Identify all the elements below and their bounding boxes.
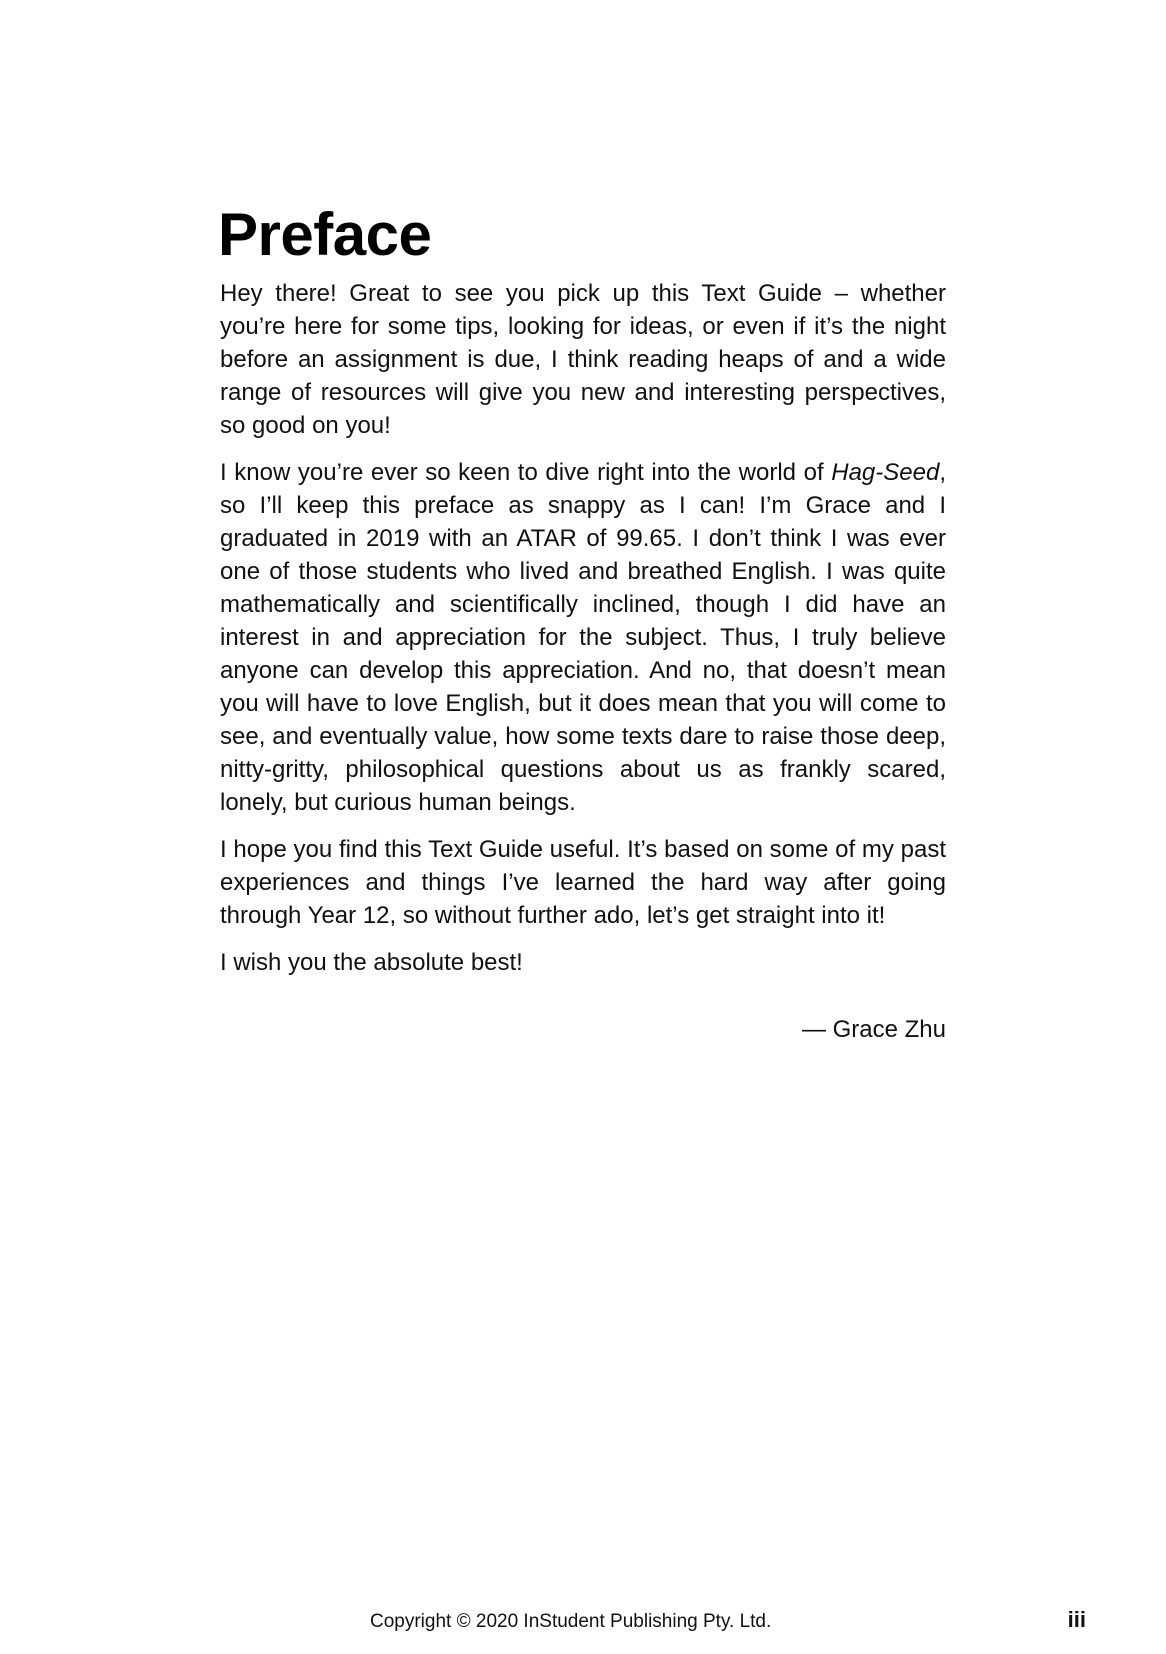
book-title-italic: Hag-Seed [831,459,940,486]
copyright-notice: Copyright © 2020 InStudent Publishing Pty. Ltd. [370,1611,772,1632]
paragraph-closing: I hope you find this Text Guide useful. It’s based on some of my past experiences and things I’ve learned the hard way after going through Year 12, so without further ado, let’s get straight into it! [220,836,946,929]
paragraph-wishes: I wish you the absolute best! [220,949,523,976]
page-footer [0,1607,1166,1640]
paragraph-text-before-title: I know you’re ever so keen to dive right into the world of [220,459,832,486]
page-number: iii [1067,1607,1086,1632]
preface-content [218,201,946,1046]
paragraph-text-after-title: , so I’ll keep this preface as snappy as I can! I’m Grace and I graduated in 2019 with an ATAR of 99.65. I don’t think I was ever one of those students who lived and breathed English. I was quite mathematically and scientifically inclined, though I did have an interest in and appreciation for the subject. Thus, I truly believe anyone can develop this appreciation. And no, that doesn’t mean you will have to love English, but it does mean that you will come to see, and eventually value, how some texts dare to raise those deep, nitty-gritty, philosophical questions about us as frankly scared, lonely, but curious human beings. [220,459,946,816]
paragraph-about-author [220,456,946,819]
paragraph-intro: Hey there! Great to see you pick up this Text Guide – whether you’re here for some tips, looking for ideas, or even if it’s the night before an assignment is due, I think reading heaps of and a wide range of resources will give you new and interesting perspectives, so good on you! [220,280,946,439]
author-signature: — Grace Zhu [801,1016,946,1043]
page-title: Preface [218,201,432,268]
